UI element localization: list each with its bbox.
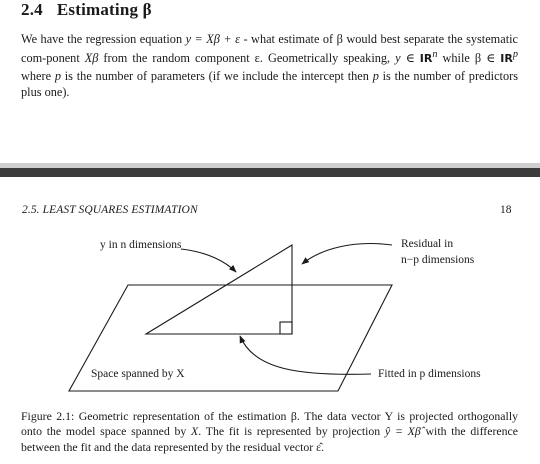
section-title: Estimating β <box>56 0 152 19</box>
caption-text: . The fit is represented by projection <box>198 424 385 439</box>
dimension-p: p <box>512 49 518 61</box>
y-membership: y ∈ <box>395 51 420 66</box>
page-number: 18 <box>500 204 512 216</box>
residual-arrow-curve <box>302 244 392 264</box>
dimension-n: n <box>432 49 438 61</box>
label-space-spanned: Space spanned by X <box>91 368 185 380</box>
y-arrow-curve <box>181 249 236 272</box>
caption-projection: ŷ = Xβ̂ <box>384 424 421 439</box>
intro-text: is the number of predictors plus one). <box>21 68 518 100</box>
caption-text: Figure 2.1: Geometric representation of the estimation β. The data vector Y is projected orthogonally onto the model space spanned by <box>21 409 518 439</box>
systematic-component: Xβ <box>84 51 99 66</box>
fitted-arrow-curve <box>240 336 371 374</box>
section-number: 2.4 <box>21 0 43 19</box>
label-fitted: Fitted in p dimensions <box>378 368 481 380</box>
vector-triangle <box>146 245 292 334</box>
real-space-symbol: IR <box>500 52 513 66</box>
caption-x: X <box>191 424 199 439</box>
intro-text: We have the regression equation <box>21 32 186 46</box>
intro-text: - what estimate of β would best separate the systematic com-ponent <box>21 32 518 66</box>
label-residual-line2: n−p dimensions <box>401 254 475 266</box>
regression-equation: y = Xβ + ε <box>185 32 241 46</box>
caption-text: with the difference between the fit and the data represented by the residual vector ε̂. <box>21 424 519 454</box>
figure-caption <box>21 409 518 455</box>
real-space-symbol: IR <box>419 52 433 66</box>
label-y-vector: y in n dimensions <box>100 239 182 251</box>
label-residual-line1: Residual in <box>401 238 454 250</box>
intro-text: while β ∈ <box>437 51 501 66</box>
right-angle-marker <box>280 322 292 334</box>
intro-text: where <box>21 68 55 83</box>
intro-text: from the random component ε. Geometrically speaking, <box>98 51 396 66</box>
param-p: p <box>54 68 61 83</box>
param-p: p <box>372 68 379 83</box>
running-head: 2.5. LEAST SQUARES ESTIMATION <box>22 204 198 216</box>
intro-text: is the number of parameters (if we include the intercept then <box>60 68 373 83</box>
